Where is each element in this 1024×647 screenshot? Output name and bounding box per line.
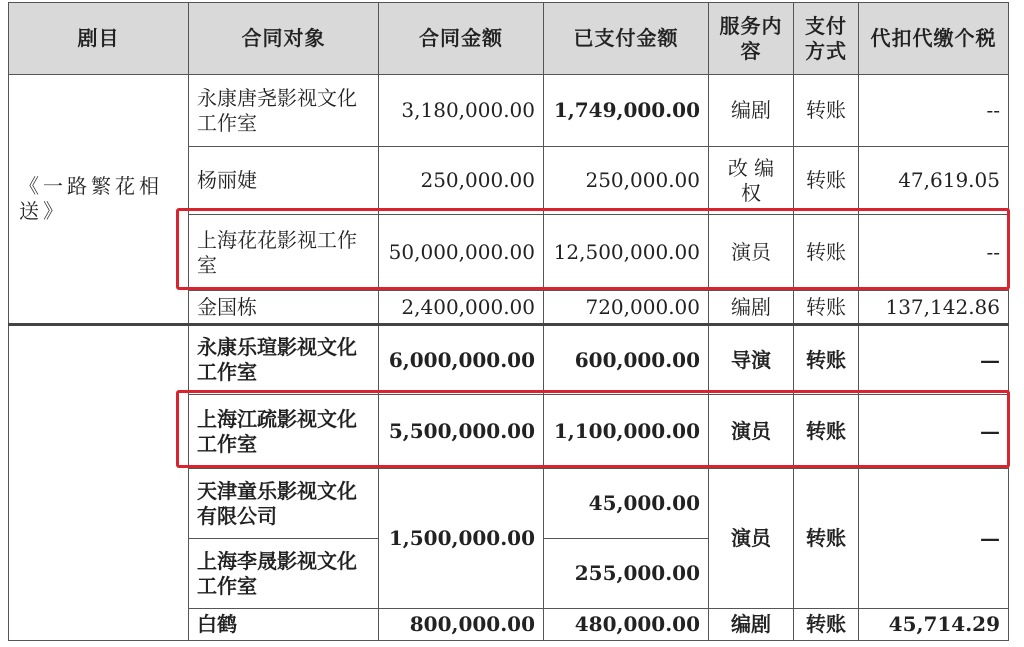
header-contract-amount: 合同金额 [379, 3, 544, 75]
contract-table-frame [8, 2, 1008, 638]
header-party: 合同对象 [189, 3, 379, 75]
payment-cell: 转账 [794, 147, 859, 215]
contract-table [8, 2, 1009, 641]
paid-amount-cell: 250,000.00 [544, 147, 709, 215]
header-service: 服务内容 [709, 3, 794, 75]
party-cell: 上海花花影视工作室 [189, 215, 379, 291]
tax-cell: — [859, 395, 1009, 469]
contract-amount-cell: 3,180,000.00 [379, 75, 544, 147]
service-cell: 演员 [709, 395, 794, 469]
party-cell: 永康唐尧影视文化工作室 [189, 75, 379, 147]
service-cell: 导演 [709, 325, 794, 395]
party-cell: 金国栋 [189, 291, 379, 325]
paid-amount-cell: 1,749,000.00 [544, 75, 709, 147]
table-row [9, 75, 1009, 147]
contract-amount-cell: 6,000,000.00 [379, 325, 544, 395]
payment-cell: 转账 [794, 291, 859, 325]
tax-cell: -- [859, 215, 1009, 291]
payment-cell: 转账 [794, 215, 859, 291]
payment-cell: 转账 [794, 325, 859, 395]
party-cell: 上海江疏影视文化工作室 [189, 395, 379, 469]
table-row [9, 325, 1009, 395]
paid-amount-cell: 720,000.00 [544, 291, 709, 325]
header-title: 剧目 [9, 3, 189, 75]
party-cell: 永康乐瑄影视文化工作室 [189, 325, 379, 395]
contract-amount-merged-cell: 1,500,000.00 [379, 469, 544, 609]
tax-cell: 47,619.05 [859, 147, 1009, 215]
paid-amount-cell: 480,000.00 [544, 609, 709, 641]
service-cell: 编剧 [709, 291, 794, 325]
tax-cell: -- [859, 75, 1009, 147]
payment-cell: 转账 [794, 609, 859, 641]
contract-amount-cell: 50,000,000.00 [379, 215, 544, 291]
service-merged-cell: 演员 [709, 469, 794, 609]
drama-title: 《一路繁花相送》 [9, 75, 189, 325]
tax-cell: 45,714.29 [859, 609, 1009, 641]
paid-amount-cell: 255,000.00 [544, 539, 709, 609]
service-cell: 编剧 [709, 75, 794, 147]
header-payment-method: 支付方式 [794, 3, 859, 75]
contract-amount-cell: 250,000.00 [379, 147, 544, 215]
tax-cell: — [859, 325, 1009, 395]
tax-cell: 137,142.86 [859, 291, 1009, 325]
contract-amount-cell: 5,500,000.00 [379, 395, 544, 469]
payment-cell: 转账 [794, 395, 859, 469]
contract-amount-cell: 2,400,000.00 [379, 291, 544, 325]
drama-title-2 [9, 325, 189, 641]
service-cell: 编剧 [709, 609, 794, 641]
party-cell: 上海李晟影视文化工作室 [189, 539, 379, 609]
service-cell: 演员 [709, 215, 794, 291]
paid-amount-cell: 600,000.00 [544, 325, 709, 395]
header-row [9, 3, 1009, 75]
payment-merged-cell: 转账 [794, 469, 859, 609]
party-cell: 白鹤 [189, 609, 379, 641]
contract-amount-cell: 800,000.00 [379, 609, 544, 641]
paid-amount-cell: 1,100,000.00 [544, 395, 709, 469]
service-cell: 改 编 权 [709, 147, 794, 215]
tax-merged-cell: — [859, 469, 1009, 609]
header-tax: 代扣代缴个税 [859, 3, 1009, 75]
party-cell: 天津童乐影视文化有限公司 [189, 469, 379, 539]
party-cell: 杨丽婕 [189, 147, 379, 215]
paid-amount-cell: 12,500,000.00 [544, 215, 709, 291]
payment-cell: 转账 [794, 75, 859, 147]
paid-amount-cell: 45,000.00 [544, 469, 709, 539]
header-paid-amount: 已支付金额 [544, 3, 709, 75]
